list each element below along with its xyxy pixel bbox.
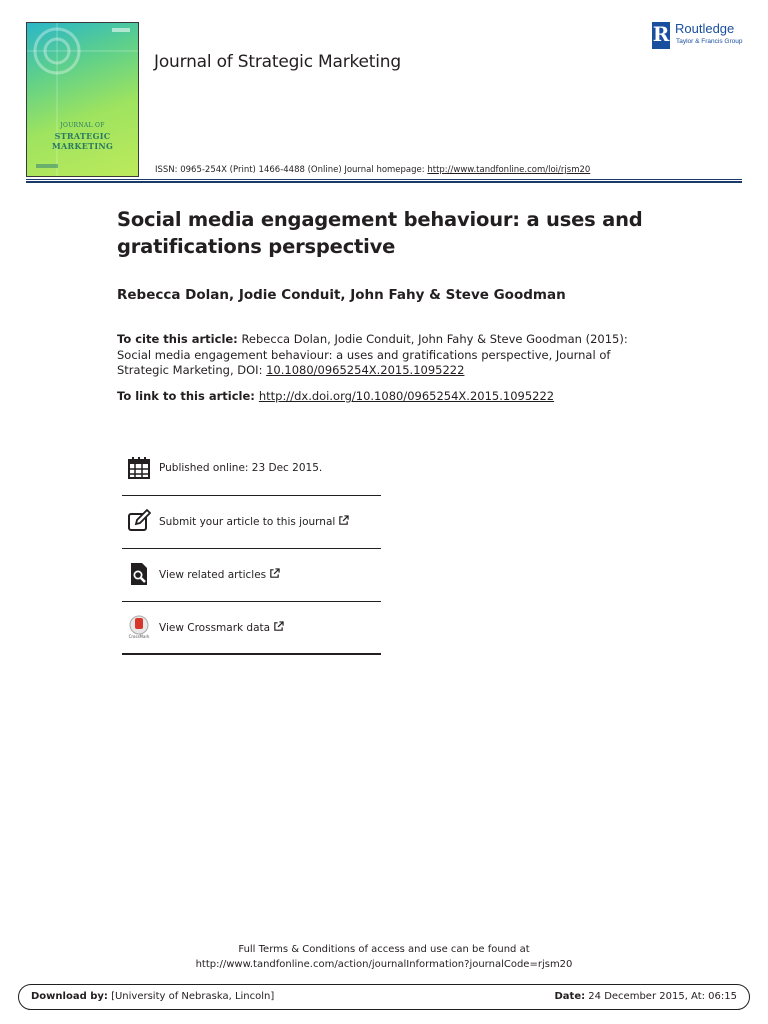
journal-cover-image bbox=[26, 22, 139, 177]
cover-title: JOURNAL OF STRATEGIC MARKETING bbox=[51, 122, 114, 151]
terms-line: Full Terms & Conditions of access and use can be found at bbox=[238, 944, 530, 955]
article-doi-url-link[interactable]: http://dx.doi.org/10.1080/0965254X.2015.1095222 bbox=[258, 389, 555, 403]
related-articles-row[interactable] bbox=[122, 550, 381, 602]
article-link-block bbox=[117, 389, 554, 403]
issn-text: ISSN: 0965-254X (Print) 1466-4488 (Online) Journal homepage: bbox=[155, 165, 428, 175]
publisher-logo bbox=[652, 20, 752, 50]
view-related-articles-link[interactable]: View related articles bbox=[159, 568, 280, 581]
download-info-bar bbox=[18, 984, 750, 1010]
cover-target-graphic bbox=[27, 23, 139, 177]
article-authors: Rebecca Dolan, Jodie Conduit, John Fahy & Steve Goodman bbox=[117, 287, 566, 303]
svg-text:CrossMark: CrossMark bbox=[128, 634, 150, 639]
published-online-row bbox=[122, 444, 381, 496]
external-link-icon bbox=[269, 568, 280, 579]
terms-url-link[interactable]: http://www.tandfonline.com/action/journalInformation?journalCode=rjsm20 bbox=[195, 959, 573, 970]
link-label: To link to this article: bbox=[117, 389, 259, 403]
journal-title: Journal of Strategic Marketing bbox=[154, 52, 401, 72]
doi-link[interactable]: 10.1080/0965254X.2015.1095222 bbox=[266, 363, 465, 377]
cite-label: To cite this article: bbox=[117, 332, 238, 346]
external-link-icon bbox=[338, 515, 349, 526]
issn-line bbox=[155, 165, 590, 175]
citation-block bbox=[117, 332, 647, 379]
edit-pencil-icon bbox=[127, 509, 151, 533]
terms-footer bbox=[0, 942, 768, 972]
submit-article-link[interactable]: Submit your article to this journal bbox=[159, 515, 349, 528]
download-date: Date: 24 December 2015, At: 06:15 bbox=[554, 991, 737, 1002]
publisher-subtitle: Taylor & Francis Group bbox=[676, 38, 743, 45]
published-date: Published online: 23 Dec 2015. bbox=[159, 462, 323, 474]
journal-homepage-link[interactable]: http://www.tandfonline.com/loi/rjsm20 bbox=[427, 165, 591, 175]
header-divider-thin bbox=[26, 179, 742, 180]
crossmark-icon bbox=[127, 615, 151, 639]
external-link-icon bbox=[273, 621, 284, 632]
view-crossmark-link[interactable]: View Crossmark data bbox=[159, 621, 284, 634]
download-by: Download by: [University of Nebraska, Lincoln] bbox=[31, 991, 275, 1002]
document-search-icon bbox=[127, 562, 151, 586]
calendar-icon bbox=[127, 456, 151, 480]
publisher-name: Routledge bbox=[675, 21, 735, 36]
header-divider bbox=[26, 181, 742, 183]
crossmark-row[interactable] bbox=[122, 603, 381, 655]
cite-text: Rebecca Dolan, Jodie Conduit, John Fahy & Steve Goodman (2015): Social media engagement behaviour: a uses and gratifications perspective, Journal of Strategic Marketing, DOI: bbox=[117, 332, 628, 377]
submit-article-row[interactable] bbox=[122, 497, 381, 549]
article-title: Social media engagement behaviour: a uses and gratifications perspective bbox=[117, 208, 643, 258]
routledge-logo-icon: R bbox=[652, 22, 670, 49]
